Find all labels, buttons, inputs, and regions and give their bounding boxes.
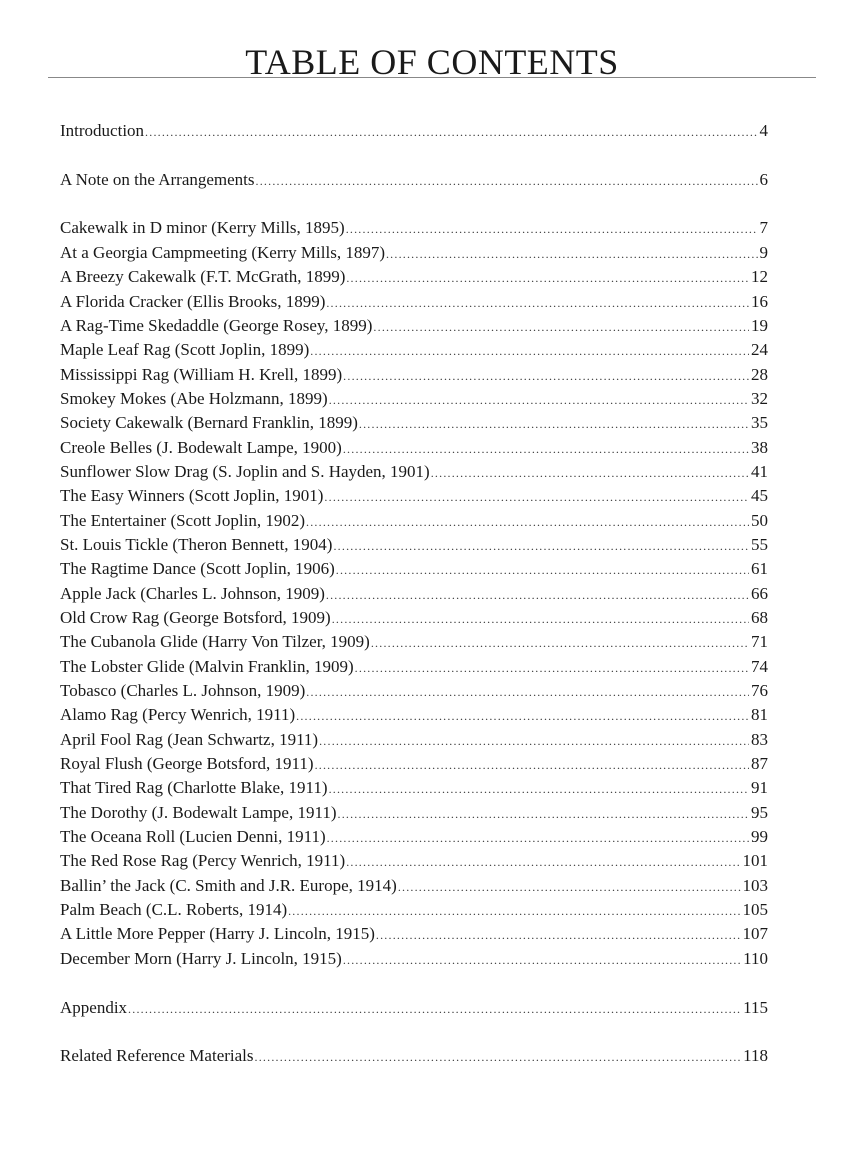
dot-leader xyxy=(319,729,749,753)
toc-entry-title: Alamo Rag (Percy Wenrich, 1911) xyxy=(60,705,296,725)
toc-entry-page-number: 7 xyxy=(759,218,768,238)
toc-entry[interactable] xyxy=(60,216,768,240)
dot-leader xyxy=(371,631,749,655)
toc-entry-title: Tobasco (Charles L. Johnson, 1909) xyxy=(60,681,306,700)
toc-entry[interactable] xyxy=(60,363,768,387)
toc-entry[interactable] xyxy=(60,655,768,679)
toc-entry[interactable] xyxy=(60,557,768,581)
toc-entry-title: Creole Belles (J. Bodewalt Lampe, 1900) xyxy=(60,437,342,457)
toc-entry-title: April Fool Rag (Jean Schwartz, 1911) xyxy=(60,729,319,749)
toc-entry-title: Society Cakewalk (Bernard Franklin, 1899) xyxy=(60,413,358,433)
dot-leader xyxy=(343,948,741,972)
dot-leader xyxy=(288,899,740,923)
dot-leader xyxy=(338,802,750,826)
toc-entry-page-number: 99 xyxy=(751,827,768,847)
toc-entry[interactable] xyxy=(60,338,768,362)
dot-leader xyxy=(343,437,749,461)
dot-leader xyxy=(327,826,749,850)
toc-entry-page-number: 28 xyxy=(751,364,768,384)
toc-entry[interactable] xyxy=(60,411,768,435)
title-divider xyxy=(48,77,816,78)
toc-entry-page-number: 107 xyxy=(742,924,768,944)
toc-entry-title: Introduction xyxy=(60,121,145,140)
toc-entry[interactable] xyxy=(60,849,768,873)
dot-leader xyxy=(355,656,749,680)
toc-entry[interactable] xyxy=(60,265,768,289)
dot-leader xyxy=(326,291,749,315)
dot-leader xyxy=(398,875,741,899)
dot-leader xyxy=(343,364,749,388)
toc-entry-title: Apple Jack (Charles L. Johnson, 1909) xyxy=(60,583,325,603)
dot-leader xyxy=(346,266,749,290)
dot-leader xyxy=(306,680,749,704)
dot-leader xyxy=(359,412,749,436)
dot-leader xyxy=(324,485,749,509)
toc-entry[interactable] xyxy=(60,630,768,654)
toc-entry-title: A Florida Cracker (Ellis Brooks, 1899) xyxy=(60,291,326,311)
toc-entry[interactable] xyxy=(60,825,768,849)
toc-entry-title: That Tired Rag (Charlotte Blake, 1911) xyxy=(60,778,328,798)
toc-entry-page-number: 32 xyxy=(751,388,768,408)
toc-entry-page-number: 66 xyxy=(751,583,768,603)
toc-list xyxy=(60,119,768,1069)
toc-entry[interactable] xyxy=(60,1044,768,1068)
toc-entry-page-number: 45 xyxy=(751,486,768,506)
dot-leader xyxy=(386,242,758,266)
toc-entry-page-number: 74 xyxy=(751,656,768,676)
toc-entry-title: Palm Beach (C.L. Roberts, 1914) xyxy=(60,900,288,920)
dot-leader xyxy=(145,120,757,144)
toc-entry-title: A Note on the Arrangements xyxy=(60,169,255,189)
dot-leader xyxy=(306,510,749,534)
dot-leader xyxy=(329,777,749,801)
toc-entry-page-number: 71 xyxy=(751,632,768,652)
toc-entry-page-number: 41 xyxy=(751,461,768,481)
toc-entry-page-number: 95 xyxy=(751,802,768,822)
toc-entry[interactable] xyxy=(60,679,768,703)
toc-entry-page-number: 12 xyxy=(751,267,768,287)
toc-entry[interactable] xyxy=(60,290,768,314)
toc-entry-title: Appendix xyxy=(60,997,128,1017)
toc-entry-title: Royal Flush (George Botsford, 1911) xyxy=(60,754,314,774)
dot-leader xyxy=(332,607,749,631)
toc-entry[interactable] xyxy=(60,533,768,557)
toc-entry-title: A Little More Pepper (Harry J. Lincoln, 1915) xyxy=(60,924,375,944)
page-title: TABLE OF CONTENTS xyxy=(245,42,619,82)
toc-entry[interactable] xyxy=(60,728,768,752)
toc-entry[interactable] xyxy=(60,776,768,800)
toc-entry-title: The Entertainer (Scott Joplin, 1902) xyxy=(60,510,306,530)
toc-entry-title: A Rag-Time Skedaddle (George Rosey, 1899) xyxy=(60,315,373,335)
toc-entry-title: Maple Leaf Rag (Scott Joplin, 1899) xyxy=(60,340,310,360)
toc-entry[interactable] xyxy=(60,241,768,265)
toc-entry[interactable] xyxy=(60,874,768,898)
toc-entry-title: A Breezy Cakewalk (F.T. McGrath, 1899) xyxy=(60,267,346,287)
toc-entry-page-number: 55 xyxy=(751,534,768,554)
dot-leader xyxy=(326,583,749,607)
dot-leader xyxy=(431,461,749,485)
dot-leader xyxy=(310,339,749,363)
toc-entry-page-number: 81 xyxy=(751,705,768,725)
toc-entry-page-number: 101 xyxy=(742,851,768,871)
toc-entry-title: Ballin’ the Jack (C. Smith and J.R. Europe, 1914) xyxy=(60,875,397,895)
toc-entry[interactable] xyxy=(60,752,768,776)
dot-leader xyxy=(256,169,758,193)
dot-leader xyxy=(315,753,749,777)
toc-entry-page-number: 4 xyxy=(759,121,768,140)
dot-leader xyxy=(336,558,749,582)
toc-entry-page-number: 68 xyxy=(751,607,768,627)
toc-entry[interactable] xyxy=(60,484,768,508)
dot-leader xyxy=(329,388,749,412)
toc-entry[interactable] xyxy=(60,703,768,727)
toc-entry[interactable] xyxy=(60,509,768,533)
toc-entry-title: The Cubanola Glide (Harry Von Tilzer, 1909) xyxy=(60,632,370,652)
toc-entry-page-number: 115 xyxy=(743,997,768,1017)
toc-entry-page-number: 9 xyxy=(759,242,768,262)
toc-entry[interactable] xyxy=(60,168,768,192)
toc-entry[interactable] xyxy=(60,801,768,825)
toc-entry-title: Smokey Mokes (Abe Holzmann, 1899) xyxy=(60,388,328,408)
toc-entry-title: December Morn (Harry J. Lincoln, 1915) xyxy=(60,948,342,968)
toc-entry-page-number: 16 xyxy=(751,291,768,311)
toc-entry[interactable] xyxy=(60,582,768,606)
toc-entry-title: The Oceana Roll (Lucien Denni, 1911) xyxy=(60,827,326,847)
dot-leader xyxy=(346,850,740,874)
toc-entry-page-number: 24 xyxy=(751,340,768,360)
toc-entry[interactable] xyxy=(60,436,768,460)
toc-entry[interactable] xyxy=(60,947,768,971)
toc-entry[interactable] xyxy=(60,606,768,630)
toc-entry-title: The Red Rose Rag (Percy Wenrich, 1911) xyxy=(60,851,346,871)
toc-entry-page-number: 91 xyxy=(751,778,768,798)
toc-entry-title: The Lobster Glide (Malvin Franklin, 1909) xyxy=(60,656,354,676)
toc-entry-title: Old Crow Rag (George Botsford, 1909) xyxy=(60,607,331,627)
toc-entry[interactable] xyxy=(60,996,768,1020)
toc-entry-page-number: 61 xyxy=(751,559,768,579)
toc-entry-title: The Easy Winners (Scott Joplin, 1901) xyxy=(60,486,324,506)
toc-entry-page-number: 38 xyxy=(751,437,768,457)
toc-entry-page-number: 6 xyxy=(759,169,768,189)
dot-leader xyxy=(333,534,749,558)
toc-entry-title: Mississippi Rag (William H. Krell, 1899) xyxy=(60,364,343,384)
toc-entry[interactable] xyxy=(60,460,768,484)
toc-entry[interactable] xyxy=(60,119,768,143)
toc-entry-title: St. Louis Tickle (Theron Bennett, 1904) xyxy=(60,534,333,554)
toc-entry-page-number: 87 xyxy=(751,754,768,774)
toc-entry-page-number: 103 xyxy=(742,875,768,895)
toc-entry-page-number: 105 xyxy=(742,900,768,920)
toc-entry[interactable] xyxy=(60,387,768,411)
toc-entry-page-number: 50 xyxy=(751,510,768,530)
toc-entry-page-number: 118 xyxy=(743,1046,768,1066)
toc-entry[interactable] xyxy=(60,314,768,338)
toc-entry-page-number: 83 xyxy=(751,729,768,749)
toc-entry-title: Sunflower Slow Drag (S. Joplin and S. Hayden, 1901) xyxy=(60,461,430,481)
toc-entry-page-number: 76 xyxy=(751,681,768,700)
toc-entry-page-number: 110 xyxy=(743,948,768,968)
toc-entry-title: The Dorothy (J. Bodewalt Lampe, 1911) xyxy=(60,802,337,822)
toc-entry-title: Cakewalk in D minor (Kerry Mills, 1895) xyxy=(60,218,345,238)
dot-leader xyxy=(128,997,741,1021)
toc-entry-page-number: 19 xyxy=(751,315,768,335)
toc-entry-title: At a Georgia Campmeeting (Kerry Mills, 1897) xyxy=(60,242,385,262)
dot-leader xyxy=(255,1045,742,1069)
toc-entry[interactable] xyxy=(60,922,768,946)
dot-leader xyxy=(376,923,741,947)
dot-leader xyxy=(296,704,749,728)
toc-entry[interactable] xyxy=(60,898,768,922)
toc-entry-title: Related Reference Materials xyxy=(60,1046,254,1066)
dot-leader xyxy=(373,315,749,339)
dot-leader xyxy=(346,217,758,241)
toc-entry-page-number: 35 xyxy=(751,413,768,433)
toc-entry-title: The Ragtime Dance (Scott Joplin, 1906) xyxy=(60,559,335,579)
